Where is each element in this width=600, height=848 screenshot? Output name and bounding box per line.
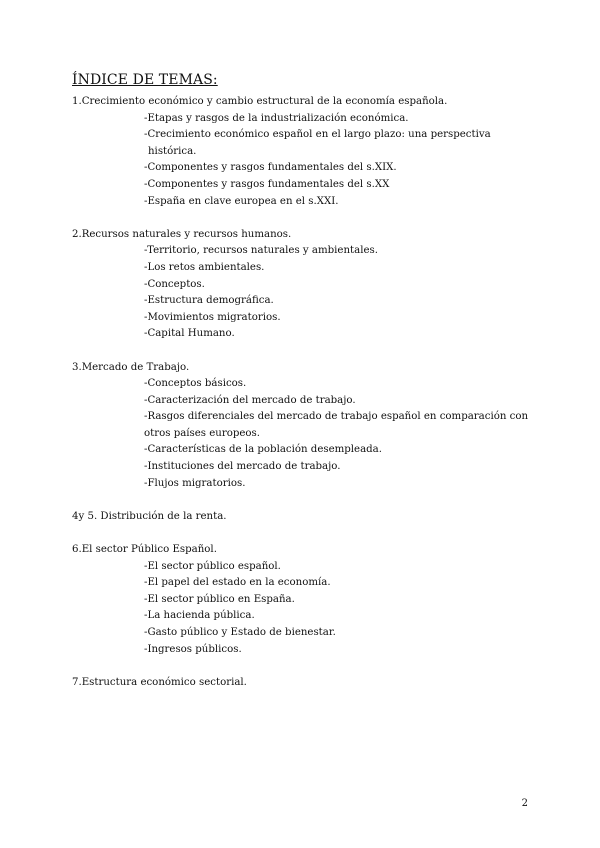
section-title: 4y 5. Distribución de la renta. [72,510,227,522]
subtopic-list [72,111,532,211]
list-item: -El sector público español. [144,560,281,572]
list-item: -La hacienda pública. [144,610,255,622]
list-item: -Instituciones del mercado de trabajo. [144,461,341,473]
list-item: -Rasgos diferenciales del mercado de trabajo español en comparación con otros países europeos. [144,411,529,439]
toc-section-6 [72,542,532,658]
section-title: 3.Mercado de Trabajo. [72,361,190,373]
list-item: -Flujos migratorios. [144,477,246,489]
list-item: -Conceptos básicos. [144,378,247,390]
list-item: -Caracterización del mercado de trabajo. [144,394,356,406]
list-item: -Capital Humano. [144,328,235,340]
page-title: ÍNDICE DE TEMAS: [72,72,218,88]
toc-section-7 [72,675,532,692]
subtopic-list [72,376,532,492]
section-title: 7.Estructura económico sectorial. [72,676,247,688]
toc-section-4-5 [72,509,532,526]
toc-section-1 [72,94,532,210]
list-item: -Gasto público y Estado de bienestar. [144,627,336,638]
subtopic-list [72,559,532,659]
toc-section-3 [72,360,532,493]
table-of-contents [72,94,532,708]
subtopic-list [72,243,532,343]
list-item: -Crecimiento económico español en el largo plazo: una perspectiva [144,129,491,141]
list-item: histórica. [148,145,197,157]
section-title: 2.Recursos naturales y recursos humanos. [72,228,292,240]
list-item: -Características de la población desempleada. [144,444,382,456]
list-item: -Estructura demográfica. [144,295,274,307]
list-item: -Territorio, recursos naturales y ambientales. [144,245,378,257]
list-item: -Movimientos migratorios. [144,311,281,323]
list-item: -El papel del estado en la economía. [144,577,331,589]
list-item: -España en clave europea en el s.XXI. [144,195,339,207]
list-item: -Etapas y rasgos de la industrialización económica. [144,112,409,124]
section-title: 6.El sector Público Español. [72,544,217,556]
list-item: -Ingresos públicos. [144,643,242,655]
list-item: -Los retos ambientales. [144,261,265,273]
list-item: -Conceptos. [144,278,205,290]
toc-section-2 [72,227,532,343]
section-title: 1.Crecimiento económico y cambio estructural de la economía española. [72,96,448,107]
page-number: 2 [521,798,528,809]
list-item: -El sector público en España. [144,593,295,605]
list-item: -Componentes y rasgos fundamentales del s.XX [144,178,390,190]
list-item: -Componentes y rasgos fundamentales del s.XIX. [144,162,397,174]
